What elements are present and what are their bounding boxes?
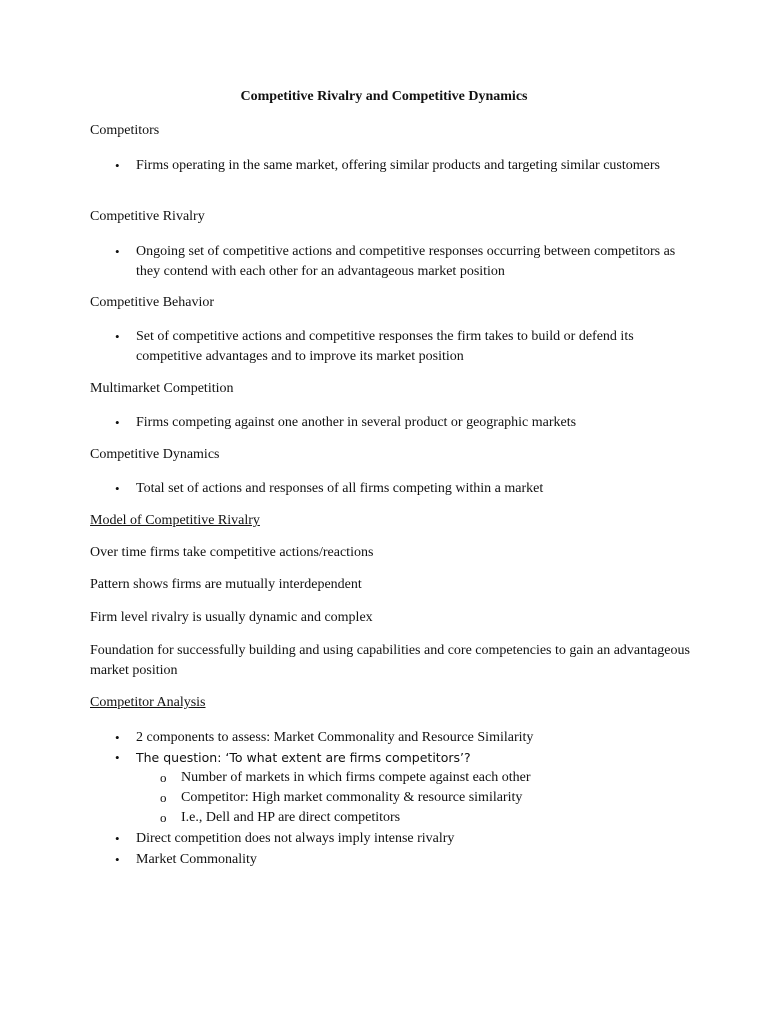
heading-competitive-dynamics: Competitive Dynamics — [90, 447, 220, 462]
bullet-text: 2 components to assess: Market Commonality and Resource Similarity — [136, 730, 534, 745]
bullet-competitive-dynamics — [115, 479, 696, 499]
sub-bullet-icon: o — [160, 790, 167, 805]
bullet-text: Total set of actions and responses of all firms competing within a market — [136, 481, 544, 496]
bullet-icon: • — [115, 750, 120, 765]
model-line: Foundation for successfully building and using capabilities and core competencies to gain an advantageous market position — [90, 643, 690, 678]
model-line: Over time firms take competitive actions/reactions — [90, 545, 374, 560]
sub-bullet-icon: o — [160, 810, 167, 825]
sub-bullet-icon: o — [160, 770, 167, 785]
bullet-icon: • — [115, 415, 120, 430]
analysis-sub-bullet — [160, 788, 681, 808]
analysis-bullet — [115, 728, 696, 748]
analysis-bullet — [115, 748, 696, 769]
bullet-icon: • — [115, 852, 120, 867]
model-line: Pattern shows firms are mutually interdependent — [90, 577, 362, 592]
bullet-competitive-behavior — [115, 327, 696, 367]
heading-competitor-analysis: Competitor Analysis — [90, 695, 206, 710]
bullet-text: Firms competing against one another in several product or geographic markets — [136, 415, 577, 430]
bullet-icon: • — [115, 831, 120, 846]
analysis-bullet — [115, 829, 696, 849]
bullet-icon: • — [115, 244, 120, 259]
sub-bullet-text: I.e., Dell and HP are direct competitors — [181, 810, 401, 825]
analysis-bullet — [115, 850, 696, 870]
sub-bullet-text: Number of markets in which firms compete against each other — [181, 770, 531, 785]
analysis-sub-bullet — [160, 768, 681, 788]
bullet-icon: • — [115, 481, 120, 496]
sub-bullet-text: Competitor: High market commonality & resource similarity — [181, 790, 523, 805]
heading-competitive-rivalry: Competitive Rivalry — [90, 209, 205, 224]
bullet-competitive-rivalry — [115, 242, 696, 282]
analysis-sub-bullet — [160, 808, 681, 828]
bullet-multimarket-competition — [115, 413, 696, 433]
bullet-text: Market Commonality — [136, 852, 257, 867]
bullet-text: Direct competition does not always imply intense rivalry — [136, 831, 455, 846]
heading-multimarket-competition: Multimarket Competition — [90, 381, 234, 396]
bullet-icon: • — [115, 730, 120, 745]
bullet-text: Ongoing set of competitive actions and competitive responses occurring between competitors as they contend with each other for an advantageous market position — [136, 244, 676, 279]
heading-model-of-competitive-rivalry: Model of Competitive Rivalry — [90, 513, 260, 528]
document-title: Competitive Rivalry and Competitive Dynamics — [240, 89, 528, 104]
bullet-text: The question: ‘To what extent are firms competitors’? — [136, 750, 471, 765]
heading-competitive-behavior: Competitive Behavior — [90, 295, 215, 310]
bullet-text: Set of competitive actions and competitive responses the firm takes to build or defend its competitive advantages and to improve its market position — [136, 329, 634, 364]
bullet-icon: • — [115, 329, 120, 344]
heading-competitors: Competitors — [90, 123, 160, 138]
bullet-text: Firms operating in the same market, offering similar products and targeting similar customers — [136, 158, 660, 173]
bullet-icon: • — [115, 158, 120, 173]
model-line: Firm level rivalry is usually dynamic and complex — [90, 610, 373, 625]
bullet-competitors — [115, 156, 696, 176]
